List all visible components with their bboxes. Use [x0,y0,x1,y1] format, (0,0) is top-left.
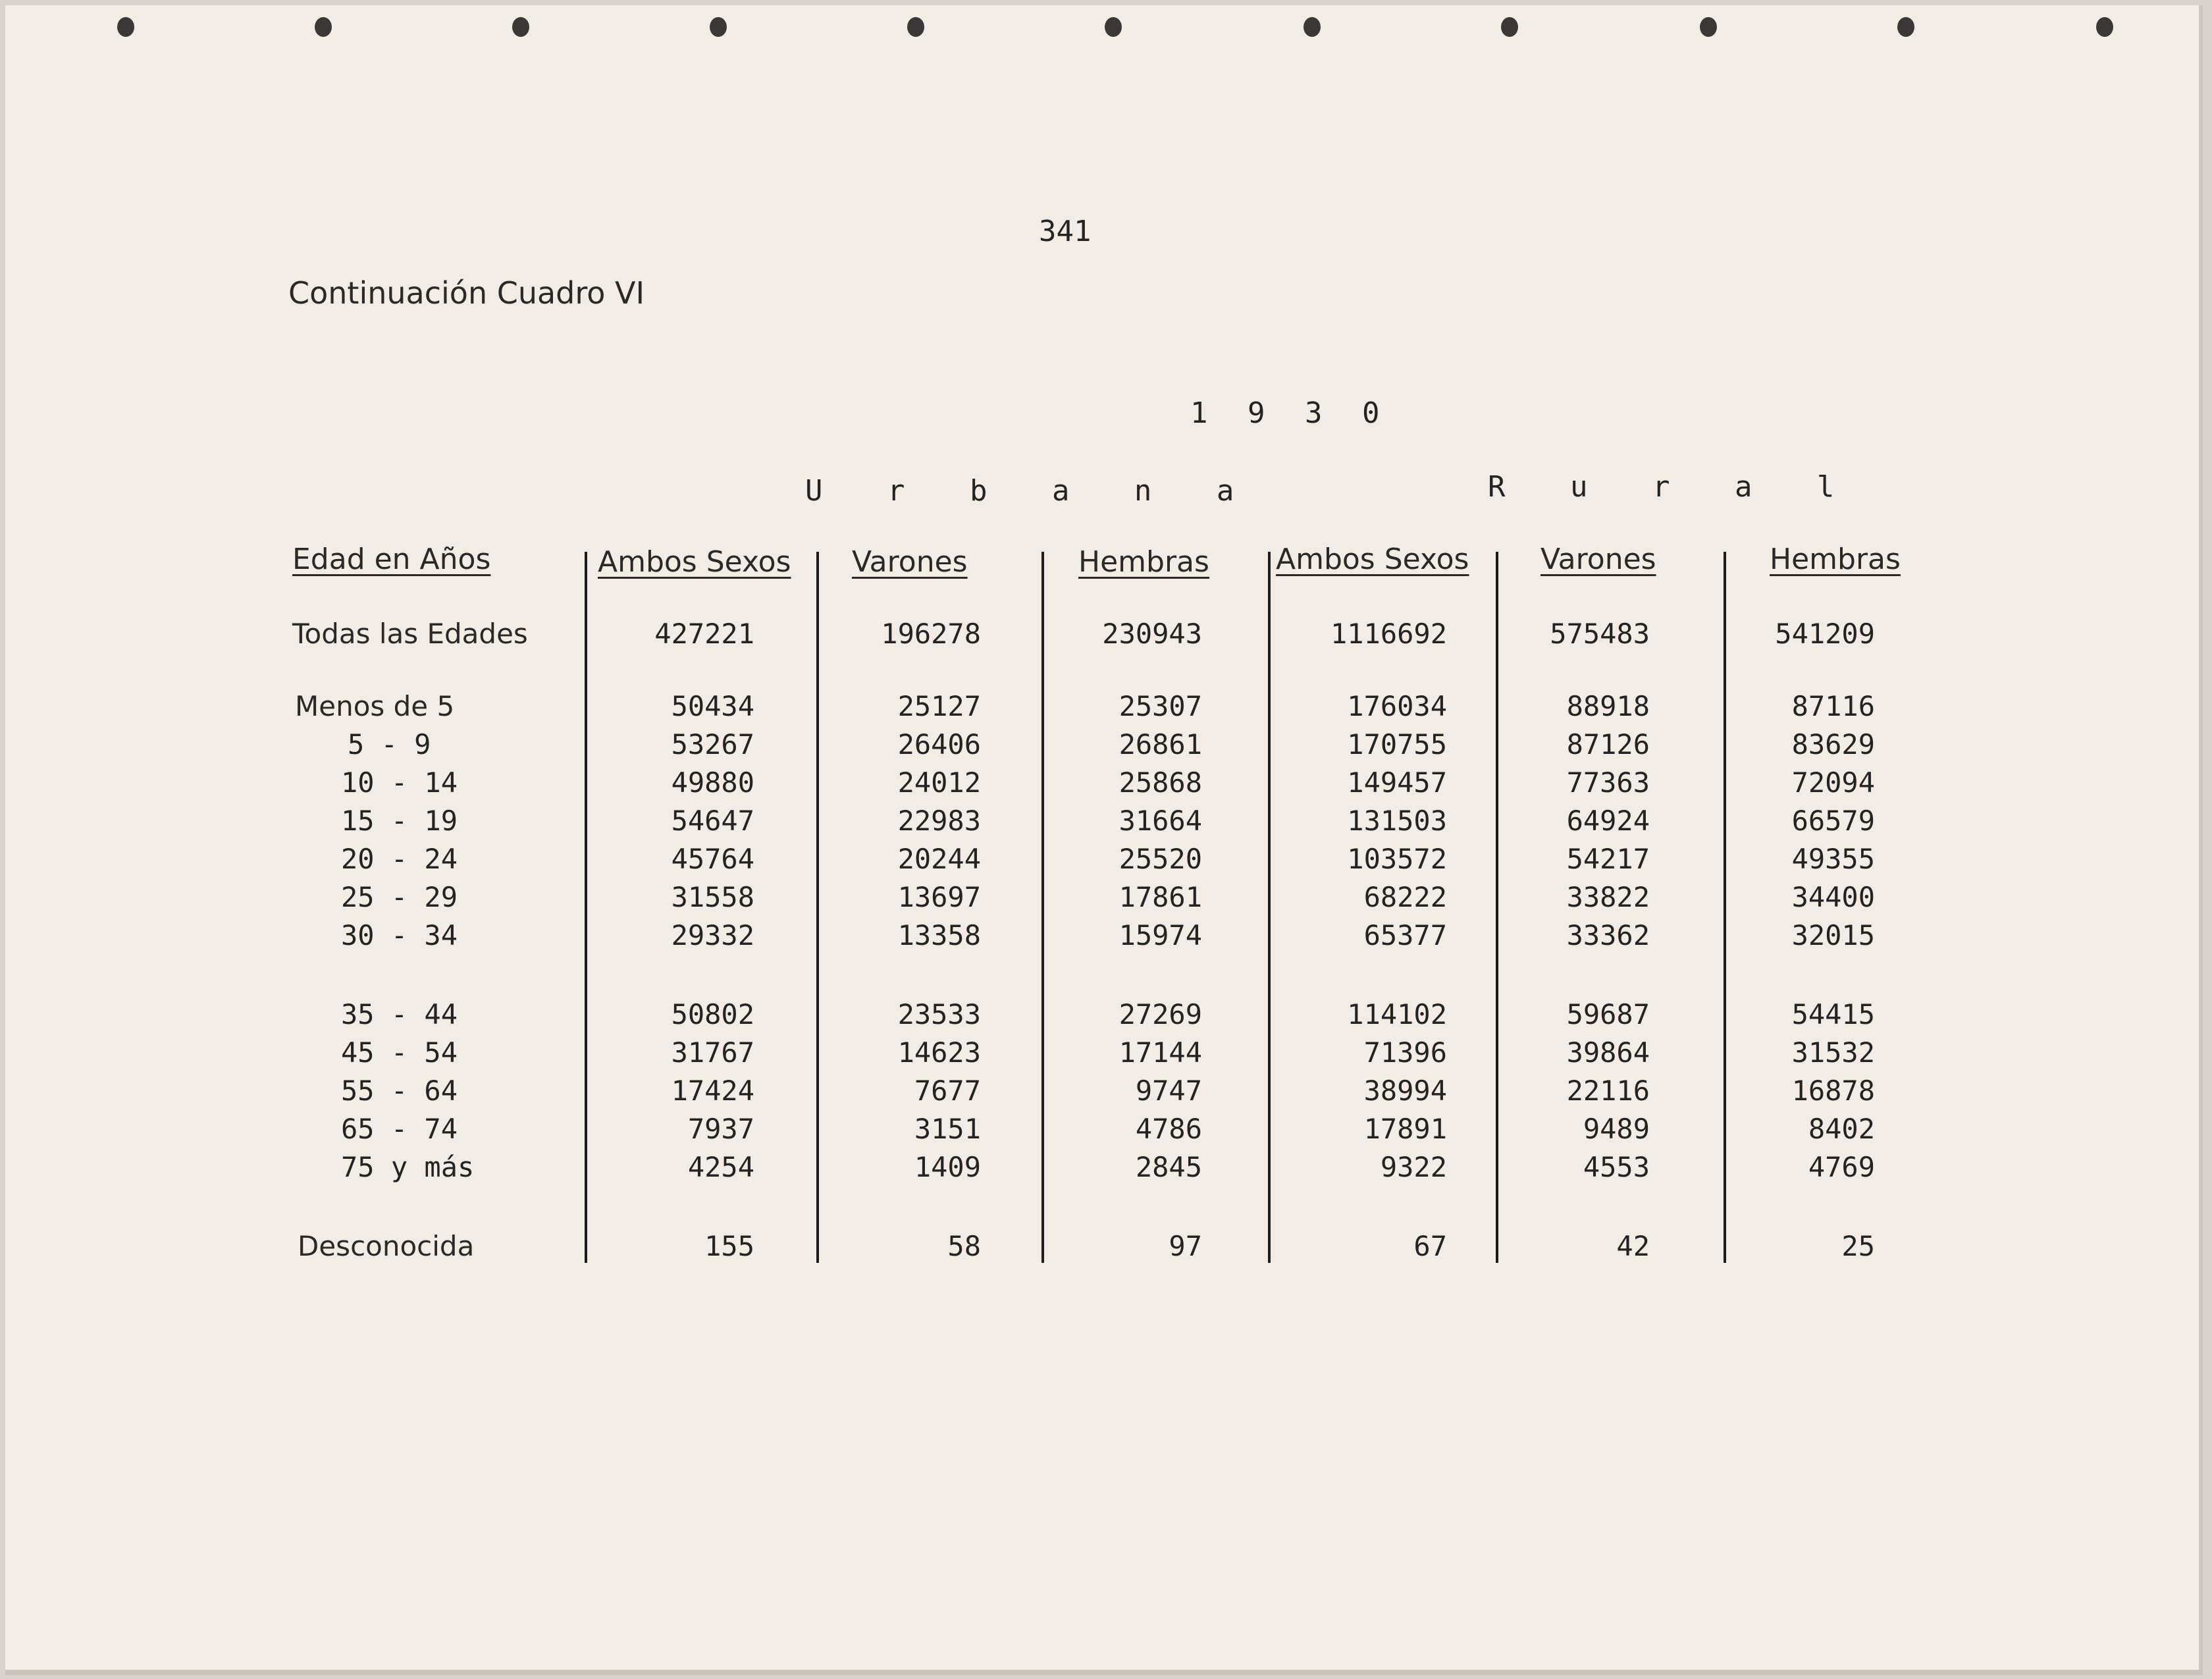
table-cell: 68222 [1363,881,1447,913]
table-cell: 13697 [897,881,981,913]
table-cell: 1409 [914,1151,981,1183]
table-cell: 9747 [1135,1075,1202,1107]
row-label: 15 - 19 [341,805,458,837]
table-cell: 7937 [687,1113,754,1145]
table-cell: 29332 [671,919,754,951]
header-rural-ambos: Ambos Sexos [1276,543,1469,576]
row-label: 30 - 34 [341,919,458,951]
table-cell: 9489 [1583,1113,1650,1145]
group-heading-rural: R u r a l [1488,470,1858,504]
table-cell: 66579 [1791,805,1875,837]
table-cell: 97 [1169,1230,1202,1262]
header-rural-hembras: Hembras [1770,543,1901,576]
table-caption: Continuación Cuadro VI [288,275,645,311]
table-cell: 16878 [1791,1075,1875,1107]
row-label: 75 y más [341,1151,475,1183]
row-label: 65 - 74 [341,1113,458,1145]
punch-hole [2096,17,2113,37]
table-cell: 77363 [1566,766,1650,799]
punch-hole [710,17,727,37]
table-cell: 17861 [1119,881,1202,913]
row-label: 10 - 14 [341,766,458,799]
table-cell: 53267 [671,728,754,760]
table-cell: 15974 [1119,919,1202,951]
table-cell: 23533 [897,998,981,1030]
table-cell: 87116 [1791,690,1875,722]
table-cell: 4769 [1808,1151,1875,1183]
header-edad: Edad en Años [292,543,491,576]
table-cell: 31558 [671,881,754,913]
table-cell: 13358 [897,919,981,951]
table-cell: 2845 [1135,1151,1202,1183]
table-cell: 1116692 [1330,618,1447,650]
table-cell: 114102 [1347,998,1447,1030]
table-cell: 170755 [1347,728,1447,760]
page-number: 341 [1039,215,1092,248]
table-cell: 31532 [1791,1036,1875,1069]
table-cell: 54217 [1566,843,1650,875]
table-cell: 31664 [1119,805,1202,837]
table-cell: 20244 [897,843,981,875]
header-urbana-hembras: Hembras [1078,545,1209,579]
table-cell: 54415 [1791,998,1875,1030]
table-cell: 54647 [671,805,754,837]
table-cell: 17144 [1119,1036,1202,1069]
table-cell: 33822 [1566,881,1650,913]
table-cell: 49880 [671,766,754,799]
row-label: 5 - 9 [348,728,431,760]
table-cell: 541209 [1775,618,1875,650]
table-cell: 155 [704,1230,754,1262]
table-cell: 14623 [897,1036,981,1069]
row-label: 25 - 29 [341,881,458,913]
column-rule [816,552,819,1263]
table-cell: 103572 [1347,843,1447,875]
table-cell: 22116 [1566,1075,1650,1107]
table-cell: 176034 [1347,690,1447,722]
table-cell: 25 [1841,1230,1875,1262]
table-cell: 49355 [1791,843,1875,875]
row-label: Desconocida [298,1230,475,1262]
table-cell: 32015 [1791,919,1875,951]
row-label: 55 - 64 [341,1075,458,1107]
table-cell: 26406 [897,728,981,760]
scanned-page [5,5,2203,1675]
table-cell: 25307 [1119,690,1202,722]
header-urbana-ambos: Ambos Sexos [598,545,791,579]
row-label: Menos de 5 [295,690,455,722]
table-cell: 25127 [897,690,981,722]
table-cell: 24012 [897,766,981,799]
table-cell: 427221 [654,618,754,650]
table-cell: 39864 [1566,1036,1650,1069]
punch-hole [315,17,332,37]
table-cell: 50802 [671,998,754,1030]
table-cell: 33362 [1566,919,1650,951]
table-cell: 34400 [1791,881,1875,913]
row-label: 35 - 44 [341,998,458,1030]
table-cell: 26861 [1119,728,1202,760]
table-cell: 31767 [671,1036,754,1069]
table-cell: 22983 [897,805,981,837]
table-cell: 72094 [1791,766,1875,799]
table-cell: 7677 [914,1075,981,1107]
table-cell: 45764 [671,843,754,875]
table-cell: 25868 [1119,766,1202,799]
year-heading: 1 9 3 0 [1190,396,1386,430]
row-label: Todas las Edades [292,618,528,650]
table-cell: 4254 [687,1151,754,1183]
table-cell: 9322 [1380,1151,1447,1183]
table-cell: 58 [947,1230,981,1262]
punch-hole [117,17,134,37]
header-urbana-varones: Varones [852,545,968,579]
table-cell: 4786 [1135,1113,1202,1145]
punch-hole [1105,17,1122,37]
table-cell: 42 [1616,1230,1650,1262]
punch-hole [1501,17,1518,37]
table-cell: 230943 [1102,618,1202,650]
table-cell: 25520 [1119,843,1202,875]
table-cell: 71396 [1363,1036,1447,1069]
row-label: 20 - 24 [341,843,458,875]
table-cell: 131503 [1347,805,1447,837]
table-cell: 50434 [671,690,754,722]
punch-hole [907,17,924,37]
group-heading-urbana: U r b a n a [805,474,1258,508]
punch-hole [1304,17,1321,37]
table-cell: 67 [1413,1230,1447,1262]
table-cell: 65377 [1363,919,1447,951]
row-label: 45 - 54 [341,1036,458,1069]
table-cell: 196278 [881,618,981,650]
table-cell: 17424 [671,1075,754,1107]
table-cell: 149457 [1347,766,1447,799]
table-cell: 38994 [1363,1075,1447,1107]
punch-hole [1700,17,1717,37]
table-cell: 575483 [1550,618,1650,650]
table-cell: 59687 [1566,998,1650,1030]
punch-hole [512,17,529,37]
table-cell: 3151 [914,1113,981,1145]
table-cell: 87126 [1566,728,1650,760]
table-cell: 83629 [1791,728,1875,760]
header-rural-varones: Varones [1540,543,1656,576]
table-cell: 64924 [1566,805,1650,837]
table-cell: 88918 [1566,690,1650,722]
table-cell: 8402 [1808,1113,1875,1145]
column-rule [585,552,587,1263]
punch-hole [1897,17,1914,37]
table-cell: 17891 [1363,1113,1447,1145]
column-rule [1268,552,1271,1263]
table-cell: 27269 [1119,998,1202,1030]
table-cell: 4553 [1583,1151,1650,1183]
